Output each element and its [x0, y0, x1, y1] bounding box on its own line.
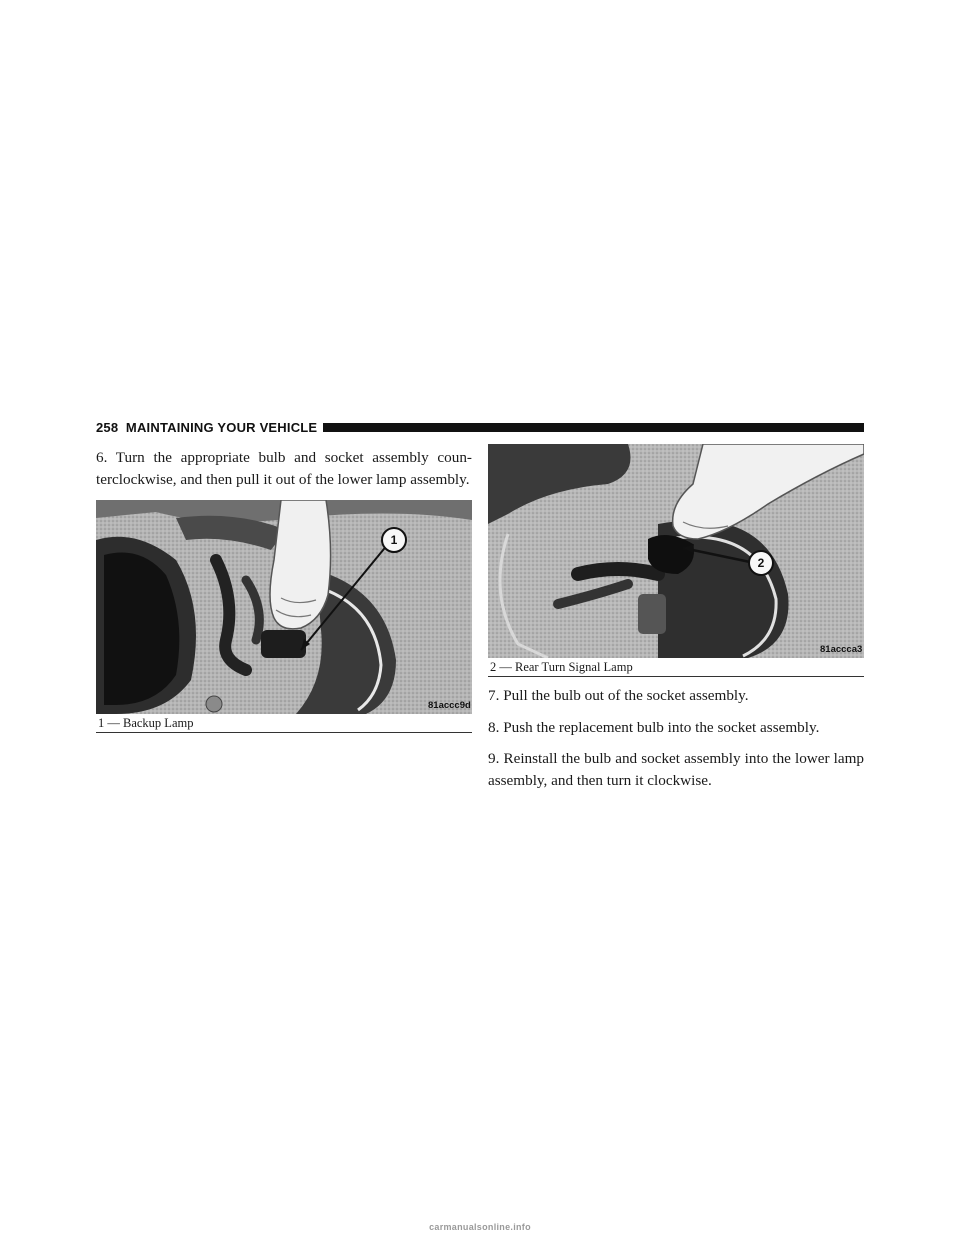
backup-lamp-illustration — [96, 500, 472, 714]
step-8-text: 8. Push the replacement bulb into the socket assembly. — [488, 718, 820, 736]
footer-watermark: carmanualsonline.info — [429, 1222, 531, 1232]
running-header — [96, 419, 864, 435]
figure-code: 81accc9d — [428, 700, 471, 711]
figure-code-2: 81accca3 — [820, 644, 863, 655]
step-6-text: 6. Turn the appropriate bulb and socket assembly coun- terclockwise, and then pull it out of the lower lamp assembly. — [96, 449, 472, 488]
left-column — [96, 447, 472, 733]
turn-signal-figure — [488, 444, 864, 677]
backup-lamp-figure — [96, 500, 472, 733]
figure-caption-2: 2 — Rear Turn Signal Lamp — [488, 658, 864, 677]
figure-caption: 1 — Backup Lamp — [96, 714, 472, 733]
step-7-text: 7. Pull the bulb out of the socket assembly. — [488, 687, 749, 704]
right-column — [488, 444, 864, 791]
callout-1: 1 — [381, 527, 407, 553]
header-title — [96, 420, 323, 435]
page-number: 258 — [96, 419, 119, 435]
callout-2: 2 — [748, 550, 774, 576]
turn-signal-illustration — [488, 444, 864, 658]
section-title: MAINTAINING YOUR VEHICLE — [125, 419, 318, 435]
header-rule — [323, 423, 864, 432]
step-9-text: 9. Reinstall the bulb and socket assembly into the lower lamp assembly, and then turn it clockwise. — [488, 750, 864, 789]
